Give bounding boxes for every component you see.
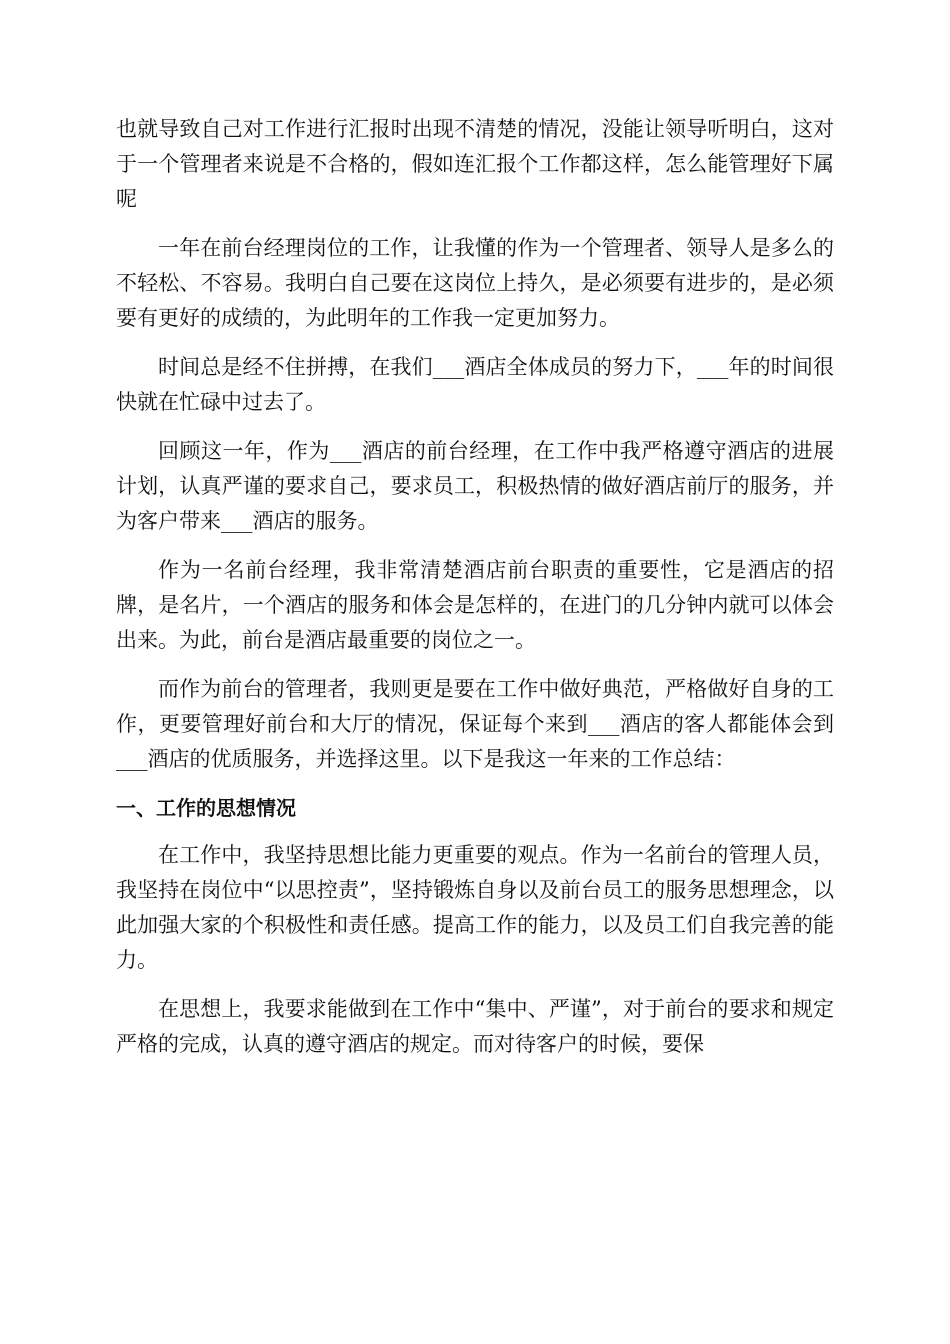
paragraph: 作为一名前台经理，我非常清楚酒店前台职责的重要性，它是酒店的招牌，是名片，一个酒店的服务和体会是怎样的，在进门的几分钟内就可以体会出来。为此，前台是酒店最重要的岗位之一。: [116, 558, 834, 652]
paragraph: 在思想上，我要求能做到在工作中“集中、严谨”，对于前台的要求和规定严格的完成，认真的遵守酒店的规定。而对待客户的时候，要保: [116, 997, 834, 1056]
paragraph: 在工作中，我坚持思想比能力更重要的观点。作为一名前台的管理人员，我坚持在岗位中“以思控责”，坚持锻炼自身以及前台员工的服务思想理念，以此加强大家的个积极性和责任感。提高工作的能力，以及员工们自我完善的能力。: [116, 843, 834, 972]
paragraph: 一年在前台经理岗位的工作，让我懂的作为一个管理者、领导人是多么的不轻松、不容易。我明白自己要在这岗位上持久，是必须要有进步的，是必须要有更好的成绩的，为此明年的工作我一定更加努力。: [116, 236, 834, 330]
paragraph: 回顾这一年，作为___酒店的前台经理，在工作中我严格遵守酒店的进展计划，认真严谨的要求自己，要求员工，积极热情的做好酒店前厅的服务，并为客户带来___酒店的服务。: [116, 439, 834, 533]
paragraph-continuation: 也就导致自己对工作进行汇报时出现不清楚的情况，没能让领导听明白，这对于一个管理者来说是不合格的，假如连汇报个工作都这样，怎么能管理好下属呢: [116, 117, 834, 211]
paragraph: 时间总是经不住拼搏，在我们___酒店全体成员的努力下，___年的时间很快就在忙碌中过去了。: [116, 355, 834, 414]
paragraph: 而作为前台的管理者，我则更是要在工作中做好典范，严格做好自身的工作，更要管理好前台和大厅的情况，保证每个来到___酒店的客人都能体会到___酒店的优质服务，并选择这里。以下是我这一年来的工作总结：: [116, 677, 834, 771]
document-page: [116, 112, 834, 1076]
section-heading: 一、工作的思想情况: [116, 796, 296, 820]
